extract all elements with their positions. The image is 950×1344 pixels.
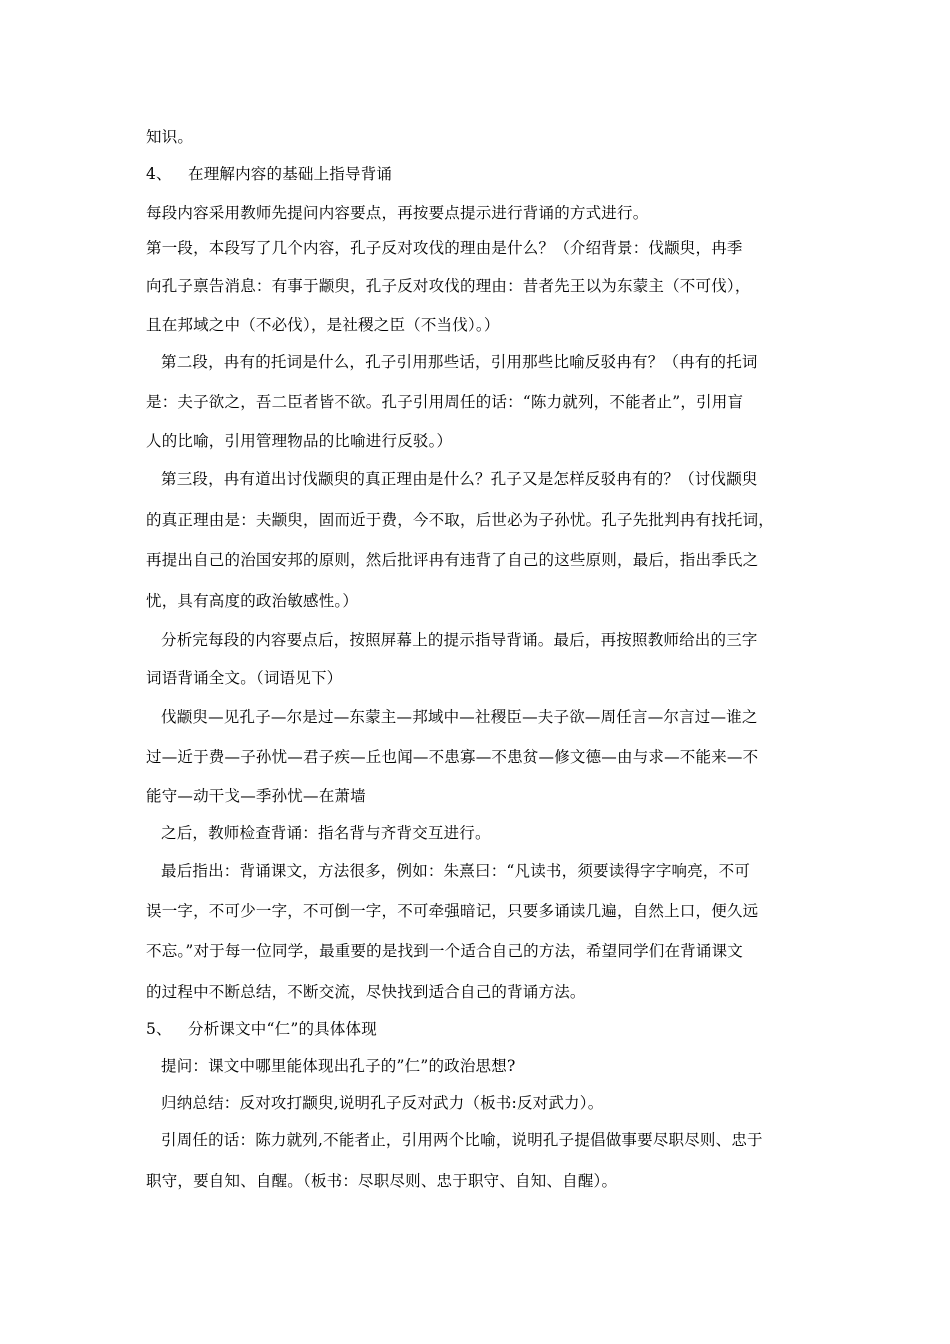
text-line: 最后指出：背诵课文，方法很多，例如：朱熹曰：“凡读书，须要读得字字响亮，不可 xyxy=(161,862,751,880)
text-line: 误一字，不可少一字，不可倒一字，不可牵强暗记，只要多诵读几遍，自然上口，便久远 xyxy=(146,902,759,920)
text-line: 忧，具有高度的政治敏感性。） xyxy=(146,592,359,610)
text-line: 引周任的话：陈力就列,不能者止，引用两个比喻，说明孔子提倡做事要尽职尽则、忠于 xyxy=(161,1131,763,1149)
text-line: 之后，教师检查背诵：指名背与齐背交互进行。 xyxy=(161,824,491,842)
text-line: 伐颛臾—见孔子—尔是过—东蒙主—邦域中—社稷臣—夫子欲—周任言—尔言过—谁之 xyxy=(161,708,758,726)
section-heading: 在理解内容的基础上指导背诵 xyxy=(188,165,393,183)
text-line: 向孔子禀告消息：有事于颛臾，孔子反对攻伐的理由：昔者先王以为东蒙主（不可伐）， xyxy=(146,277,751,295)
text-line: 的真正理由是：夫颛臾，固而近于费，今不取，后世必为子孙忧。孔子先批判冉有找托词， xyxy=(146,511,775,529)
text-line: 能守—动干戈—季孙忧—在萧墙 xyxy=(146,787,366,805)
text-line: 词语背诵全文。（词语见下） xyxy=(146,669,343,687)
text-line: 第三段，冉有道出讨伐颛臾的真正理由是什么？孔子又是怎样反驳冉有的？（讨伐颛臾 xyxy=(161,470,758,488)
text-line: 归纳总结：反对攻打颛臾,说明孔子反对武力（板书:反对武力）。 xyxy=(161,1094,604,1112)
section-heading: 分析课文中“仁”的具体体现 xyxy=(188,1020,377,1038)
section-number: 4、 xyxy=(146,165,172,183)
section-number: 5、 xyxy=(146,1020,172,1038)
text-line: 第二段，冉有的托词是什么，孔子引用那些话，引用那些比喻反驳冉有？（冉有的托词 xyxy=(161,353,758,371)
text-line: 的过程中不断总结，不断交流，尽快找到适合自己的背诵方法。 xyxy=(146,983,586,1001)
text-line: 知识。 xyxy=(146,128,194,146)
text-line: 人的比喻，引用管理物品的比喻进行反驳。） xyxy=(146,432,453,450)
text-line: 是：夫子欲之，吾二臣者皆不欲。孔子引用周任的话：“陈力就列，不能者止”，引用盲 xyxy=(146,393,744,411)
text-line: 不忘。”对于每一位同学，最重要的是找到一个适合自己的方法，希望同学们在背诵课文 xyxy=(146,942,743,960)
text-line: 每段内容采用教师先提问内容要点，再按要点提示进行背诵的方式进行。 xyxy=(146,204,649,222)
text-line: 再提出自己的治国安邦的原则，然后批评冉有违背了自己的这些原则，最后，指出季氏之 xyxy=(146,551,759,569)
text-line: 且在邦域之中（不必伐），是社稷之臣（不当伐）。） xyxy=(146,316,500,334)
text-line: 第一段，本段写了几个内容，孔子反对攻伐的理由是什么？（介绍背景：伐颛臾，冉季 xyxy=(146,239,743,257)
text-line: 提问：课文中哪里能体现出孔子的”仁”的政治思想? xyxy=(161,1057,516,1075)
text-line: 分析完每段的内容要点后，按照屏幕上的提示指导背诵。最后，再按照教师给出的三字 xyxy=(161,631,758,649)
text-line: 职守，要自知、自醒。（板书：尽职尽则、忠于职守、自知、自醒）。 xyxy=(146,1172,618,1190)
text-line: 过—近于费—子孙忧—君子疾—丘也闻—不患寡—不患贫—修文德—由与求—不能来—不 xyxy=(146,748,759,766)
